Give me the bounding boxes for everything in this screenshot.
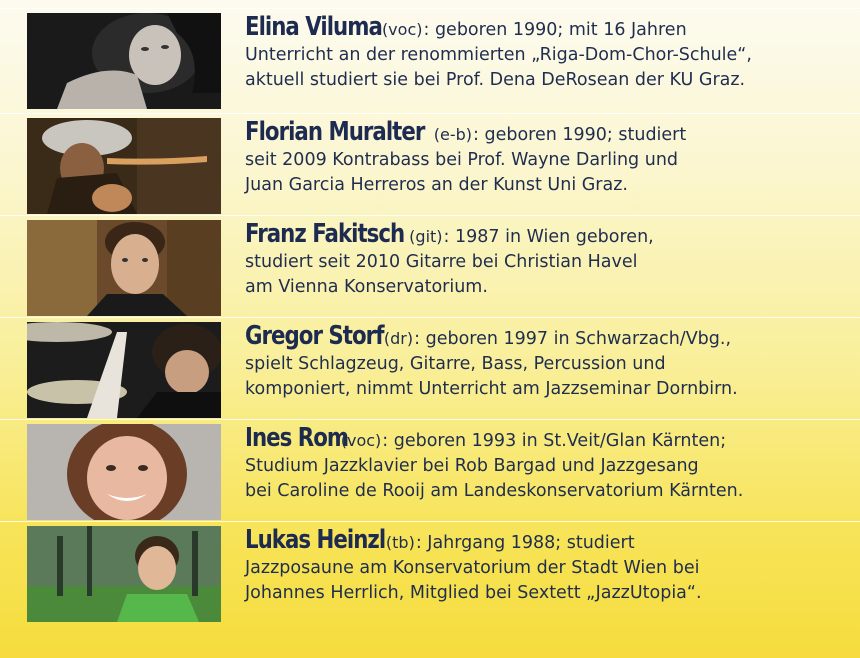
musician-role: (e-b) — [433, 125, 472, 144]
bio-line: Johannes Herrlich, Mitglied bei Sextett „JazzUtopia“. — [245, 583, 702, 603]
bio-line: spielt Schlagzeug, Gitarre, Bass, Percussion und — [245, 354, 666, 374]
musician-entry — [0, 521, 860, 623]
musician-role: (voc) — [381, 20, 423, 39]
musician-name: Franz Fakitsch — [245, 219, 405, 249]
musician-photo — [27, 13, 221, 109]
bio-line: : Jahrgang 1988; studiert — [415, 533, 635, 553]
bio-line: : geboren 1990; studiert — [473, 125, 687, 145]
bio-line: Jazzposaune am Konservatorium der Stadt Wien bei — [245, 558, 700, 578]
bio-line: studiert seit 2010 Gitarre bei Christian Havel — [245, 252, 638, 272]
musician-bio — [245, 423, 845, 504]
musician-photo — [27, 220, 221, 316]
bio-line: : 1987 in Wien geboren, — [443, 227, 654, 247]
musician-bio — [245, 321, 845, 402]
musician-entry — [0, 419, 860, 521]
musician-bio — [245, 525, 845, 606]
musician-role: (voc) — [340, 431, 382, 450]
bio-line: : geboren 1990; mit 16 Jahren — [423, 20, 687, 40]
musician-bio — [245, 12, 845, 93]
musician-name: Elina Viluma — [245, 12, 382, 42]
bio-line: am Vienna Konservatorium. — [245, 277, 488, 297]
musician-bio — [245, 117, 845, 198]
bio-line: : geboren 1993 in St.Veit/Glan Kärnten; — [382, 431, 727, 451]
musician-entry — [0, 317, 860, 419]
musician-photo — [27, 118, 221, 214]
musician-photo — [27, 424, 221, 520]
musician-role: (git) — [409, 227, 443, 246]
bio-line: komponiert, nimmt Unterricht am Jazzseminar Dornbirn. — [245, 379, 738, 399]
musician-entry — [0, 8, 860, 110]
musician-name: Gregor Storf — [245, 321, 384, 351]
bio-line: Unterricht an der renommierten „Riga-Dom-Chor-Schule“, — [245, 45, 752, 65]
musician-photo — [27, 322, 221, 418]
musician-entry — [0, 215, 860, 317]
musician-entry — [0, 113, 860, 215]
musician-name: Ines Rom — [245, 423, 349, 453]
musician-role: (dr) — [383, 329, 414, 348]
bio-line: Juan Garcia Herreros an der Kunst Uni Graz. — [245, 175, 628, 195]
bio-line: Studium Jazzklavier bei Rob Bargad und Jazzgesang — [245, 456, 699, 476]
musician-photo — [27, 526, 221, 622]
musician-role: (tb) — [385, 533, 415, 552]
bio-line: : geboren 1997 in Schwarzach/Vbg., — [414, 329, 732, 349]
bio-line: aktuell studiert sie bei Prof. Dena DeRosean der KU Graz. — [245, 70, 746, 90]
musician-name: Florian Muralter — [245, 117, 425, 147]
musician-name: Lukas Heinzl — [245, 525, 386, 555]
bio-line: bei Caroline de Rooij am Landeskonservatorium Kärnten. — [245, 481, 744, 501]
musician-bio — [245, 219, 845, 300]
bio-line: seit 2009 Kontrabass bei Prof. Wayne Darling und — [245, 150, 679, 170]
